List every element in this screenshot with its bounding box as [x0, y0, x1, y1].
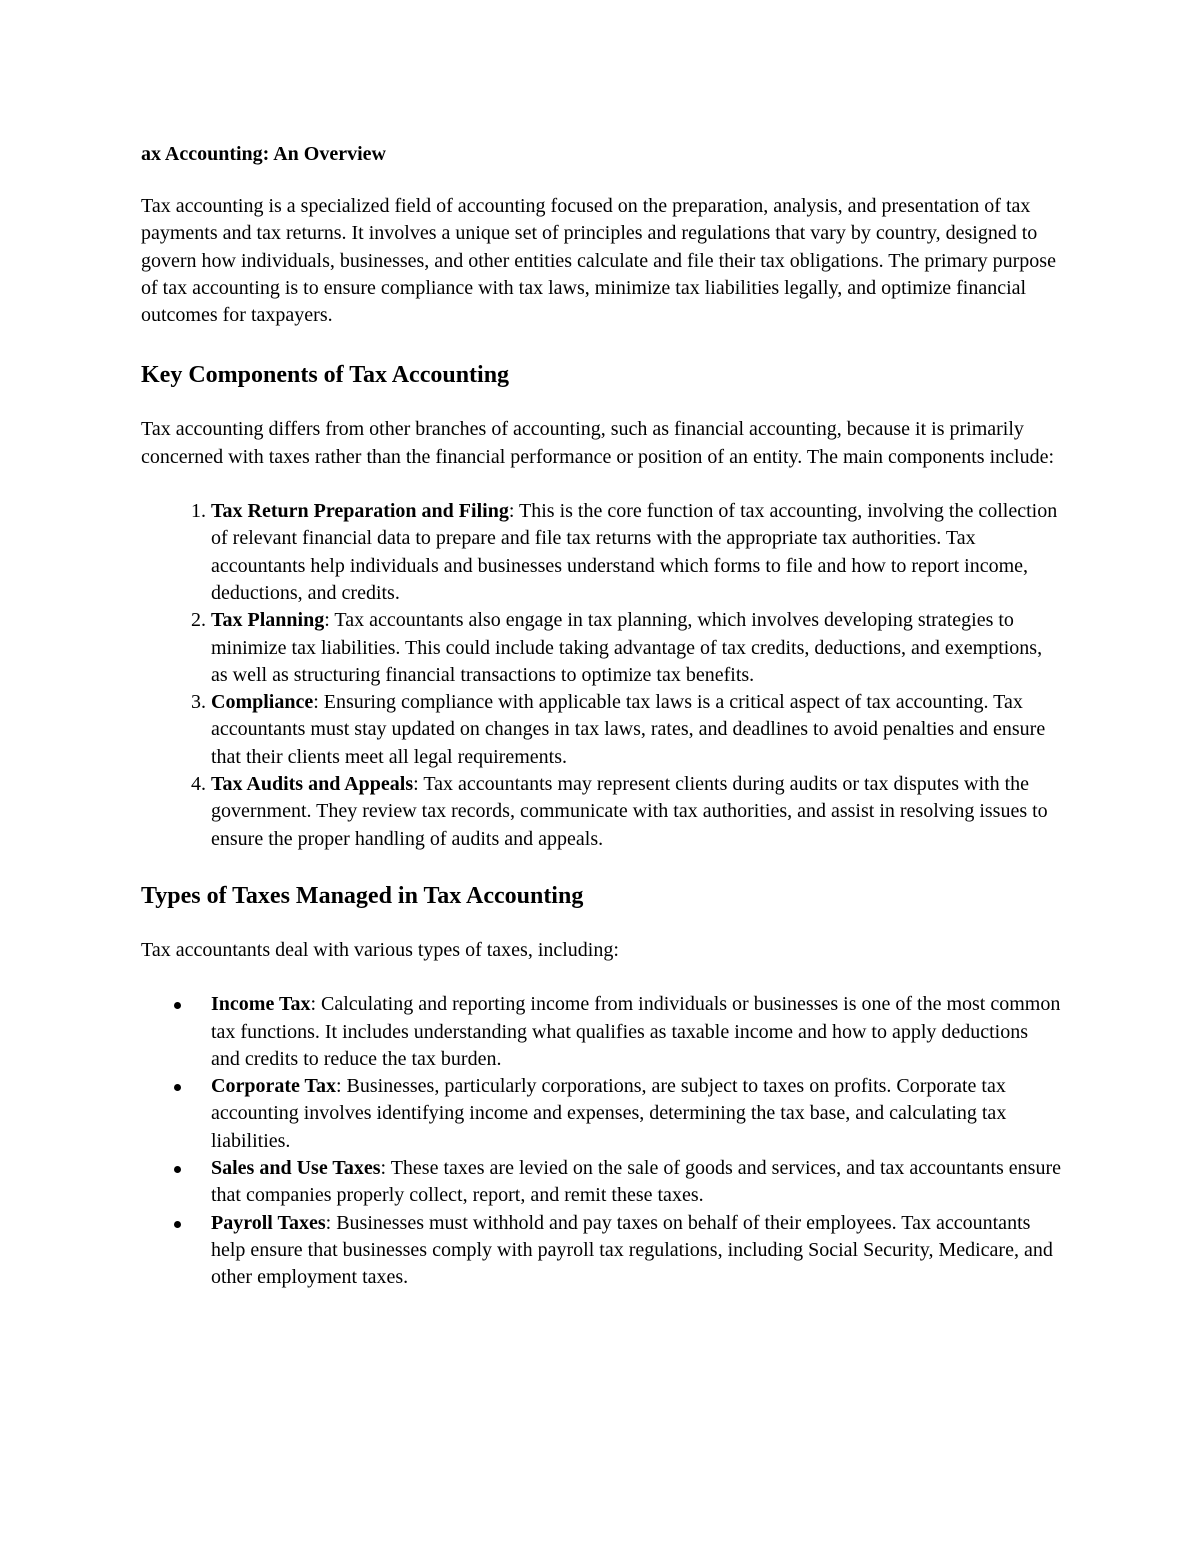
list-item — [211, 607, 1061, 689]
list-item-text: : Calculating and reporting income from individuals or businesses is one of the most common tax functions. It includes understanding what qualifies as taxable income and how to apply deductions and credits to reduce the tax burden. — [211, 993, 1061, 1070]
list-item-term: Sales and Use Taxes — [211, 1157, 381, 1180]
list-item-text: : Tax accountants also engage in tax planning, which involves developing strategies to minimize tax liabilities. This could include taking advantage of tax credits, deductions, and exemptions, as well as structuring financial transactions to optimize tax benefits. — [211, 609, 1043, 686]
intro-paragraph: Tax accounting is a specialized field of accounting focused on the preparation, analysis, and presentation of tax payments and tax returns. It involves a unique set of principles and regulations that vary by country, designed to govern how individuals, businesses, and other entities calculate and file their tax obligations. The primary purpose of tax accounting is to ensure compliance with tax laws, minimize tax liabilities legally, and optimize financial outcomes for taxpayers. — [141, 195, 1056, 327]
types-of-taxes-intro: Tax accountants deal with various types of taxes, including: — [141, 938, 619, 961]
list-item — [211, 991, 1061, 1073]
list-item-text: : Businesses must withhold and pay taxes on behalf of their employees. Tax accountants help ensure that businesses comply with payroll tax regulations, including Social Security, Medicare, and other employment taxes. — [211, 1211, 1053, 1289]
list-item — [211, 1210, 1061, 1292]
list-item-text: : This is the core function of tax accounting, involving the collection of relevant financial data to prepare and file tax returns with the appropriate tax authorities. Tax accountants help individuals and businesses understand which forms to file and how to report income, deductions, and credits. — [211, 500, 1058, 604]
list-item — [211, 771, 1061, 853]
list-item-term: Tax Planning — [211, 609, 325, 632]
list-item-text: : These taxes are levied on the sale of goods and services, and tax accountants ensure that companies properly collect, report, and remit these taxes. — [211, 1157, 1061, 1207]
list-item-term: Income Tax — [211, 993, 311, 1016]
list-item — [211, 1073, 1061, 1155]
list-item-term: Tax Audits and Appeals — [211, 773, 414, 796]
list-item — [211, 498, 1061, 607]
list-item-text: : Ensuring compliance with applicable tax laws is a critical aspect of tax accounting. Tax accountants must stay updated on changes in tax laws, rates, and deadlines to avoid penalties and ensure that their clients meet all legal requirements. — [211, 691, 1046, 768]
list-item — [211, 1155, 1061, 1210]
types-of-taxes-list — [141, 991, 1061, 1291]
section-heading-key-components: Key Components of Tax Accounting — [141, 362, 510, 389]
section-heading-types-of-taxes: Types of Taxes Managed in Tax Accounting — [141, 882, 584, 909]
list-item-term: Corporate Tax — [211, 1075, 336, 1098]
list-item-text: : Tax accountants may represent clients during audits or tax disputes with the government. They review tax records, communicate with tax authorities, and assist in resolving issues to ensure the proper handling of audits and appeals. — [211, 773, 1048, 850]
list-item — [211, 689, 1061, 771]
key-components-intro: Tax accounting differs from other branches of accounting, such as financial accounting, because it is primarily concerned with taxes rather than the financial performance or position of an entity. The main components include: — [141, 418, 1055, 468]
list-item-term: Compliance — [211, 691, 314, 714]
document-title: ax Accounting: An Overview — [141, 143, 386, 165]
document-page — [141, 140, 1061, 1292]
key-components-list — [141, 498, 1061, 853]
list-item-term: Tax Return Preparation and Filing — [211, 500, 509, 523]
list-item-text: : Businesses, particularly corporations, are subject to taxes on profits. Corporate tax accounting involves identifying income and expenses, determining the tax base, and calculating tax liabilities. — [211, 1075, 1007, 1152]
list-item-term: Payroll Taxes — [211, 1211, 326, 1234]
